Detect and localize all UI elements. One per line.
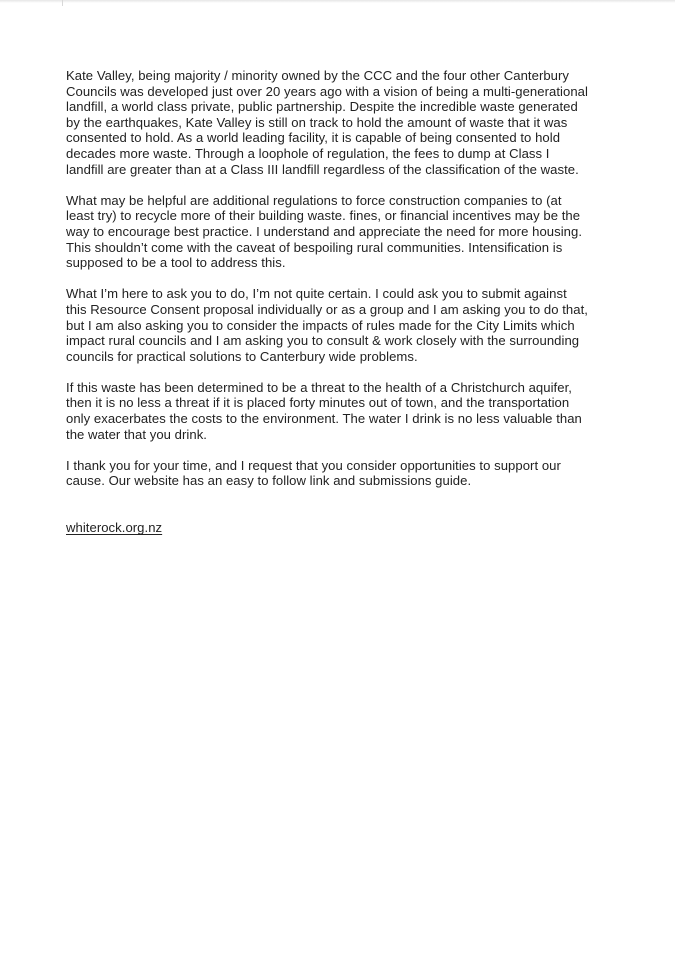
paragraph-thanks: I thank you for your time, and I request that you consider opportunities to support our cause. Our website has an easy to follow link and submissions guide. [66,457,561,489]
website-link[interactable]: whiterock.org.nz [66,520,163,536]
paragraph-aquifer: If this waste has been determined to be a threat to the health of a Christchurch aquifer, then it is no less a threat if it is placed forty minutes out of town, and the transportation only exacerbates the costs to the environment. The water I drink is no less valuable than the water that you drink. [66,379,582,442]
scan-mark [62,0,63,6]
paragraph-kate-valley: Kate Valley, being majority / minority owned by the CCC and the four other Canterbury Councils was developed just over 20 years ago with a vision of being a multi-generational landfill, a world class private, public partnership. Despite the incredible waste generated by the earthquakes, Kate Valley is still on track to hold the amount of waste that it was consented to hold. As a world leading facility, it is capable of being consented to hold decades more waste. Through a loophole of regulation, the fees to dump at Class I landfill are greater than at a Class III landfill regardless of the classification of the waste. [66,68,588,177]
letter-body [66,68,616,551]
paragraph-regulations: What may be helpful are additional regulations to force construction companies to (at least try) to recycle more of their building waste. fines, or financial incentives may be the way to encourage best practice. I understand and appreciate the need for more housing. This shouldn’t come with the caveat of bespoiling rural communities. Intensification is supposed to be a tool to address this. [66,192,583,271]
scan-top-edge [0,0,675,3]
website-paragraph [66,505,616,536]
paragraph-request: What I’m here to ask you to do, I’m not quite certain. I could ask you to submit against this Resource Consent proposal individually or as a group and I am asking you to do that, but I am also asking you to consider the impacts of rules made for the City Limits which impact rural councils and I am asking you to consult & work closely with the surrounding councils for practical solutions to Canterbury wide problems. [66,286,588,364]
